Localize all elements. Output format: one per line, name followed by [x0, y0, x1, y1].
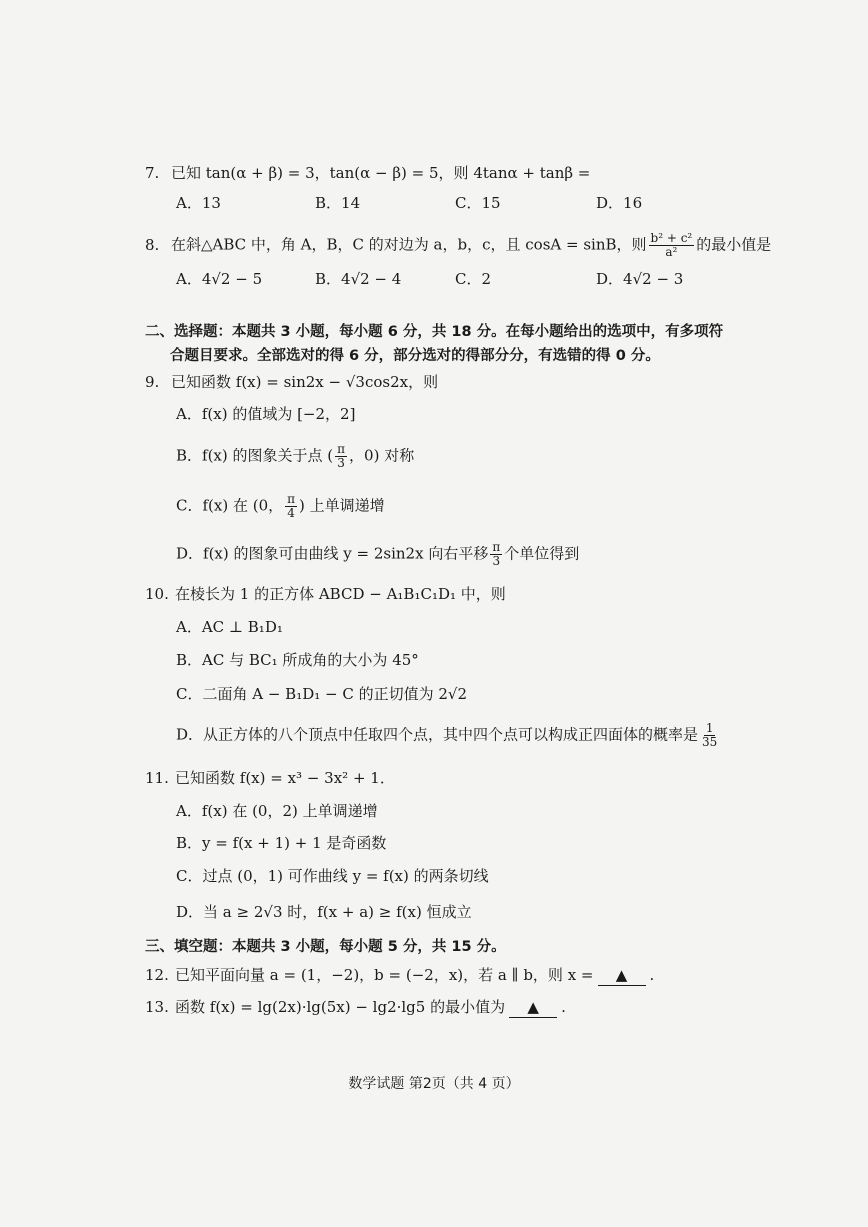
option-d: D．当 a ≥ 2√3 时，f(x + a) ≥ f(x) 恒成立 — [176, 903, 472, 921]
question-stem: 在棱长为 1 的正方体 ABCD − A₁B₁C₁D₁ 中，则 — [175, 585, 506, 603]
option-c: C．2 — [455, 270, 492, 288]
section-3-heading: 三、填空题：本题共 3 小题，每小题 5 分，共 15 分。 — [145, 939, 506, 955]
question-stem-tail: 的最小值是 — [696, 235, 772, 254]
option-a: A．f(x) 在 (0，2) 上单调递增 — [176, 802, 378, 820]
option-b: B．AC 与 BC₁ 所成角的大小为 45° — [176, 651, 419, 669]
option-b: B．y = f(x + 1) + 1 是奇函数 — [176, 834, 387, 852]
fraction-numerator: π — [337, 442, 346, 456]
option-c: C．15 — [455, 194, 501, 212]
question-stem: 在斜△ABC 中，角 A，B，C 的对边为 a，b，c，且 cosA = sinB，则 — [171, 235, 647, 254]
period: . — [561, 998, 566, 1016]
section-2-heading-cont: 合题目要求。全部选对的得 6 分，部分选对的得部分分，有选错的得 0 分。 — [170, 348, 660, 364]
option-text-tail: ，0) 对称 — [349, 446, 415, 465]
fraction-denominator: 35 — [702, 735, 718, 749]
fraction — [335, 443, 347, 470]
question-12 — [145, 965, 654, 986]
fraction-denominator: 4 — [287, 506, 295, 520]
question-number: 11. — [145, 769, 169, 787]
question-number: 13. — [145, 998, 169, 1016]
section-2-heading: 二、选择题：本题共 3 小题，每小题 6 分，共 18 分。在每小题给出的选项中，有多项符 — [145, 324, 724, 340]
question-number: 12. — [145, 966, 169, 984]
question-stem: 已知 tan(α + β) = 3，tan(α − β) = 5，则 4tanα + tanβ = — [171, 164, 591, 182]
fraction-numerator: b² + c² — [650, 231, 693, 245]
question-stem: 已知函数 f(x) = x³ − 3x² + 1． — [175, 769, 395, 787]
fraction-numerator: 1 — [705, 721, 714, 735]
question-number: 10. — [145, 585, 169, 603]
option-c: C．二面角 A − B₁D₁ − C 的正切值为 2√2 — [176, 685, 468, 703]
option-text-tail: 个单位得到 — [504, 544, 580, 563]
question-9 — [145, 372, 438, 392]
option-b: B．14 — [315, 194, 361, 212]
option-text: D．从正方体的八个顶点中任取四个点，其中四个点可以构成正四面体的概率是 — [176, 725, 699, 744]
question-11 — [145, 768, 395, 788]
option-c: C．过点 (0，1) 可作曲线 y = f(x) 的两条切线 — [176, 867, 489, 885]
fraction-denominator: a² — [665, 245, 678, 259]
question-number: 7. — [145, 164, 160, 182]
question-13 — [145, 997, 566, 1018]
option-a: A．f(x) 的值域为 [−2，2] — [176, 405, 356, 423]
fraction — [490, 541, 502, 568]
fraction — [285, 493, 297, 520]
fraction — [649, 232, 695, 259]
option-text-tail: ) 上单调递增 — [299, 496, 385, 515]
option-b — [176, 443, 414, 470]
question-7 — [145, 163, 590, 183]
option-d — [176, 541, 579, 568]
option-d: D．16 — [596, 194, 643, 212]
question-8 — [145, 232, 771, 259]
option-b: B．4√2 − 4 — [315, 270, 402, 288]
question-number: 8. — [145, 235, 160, 254]
fraction-denominator: 3 — [337, 456, 345, 470]
option-a: A．4√2 − 5 — [176, 270, 263, 288]
question-stem: 函数 f(x) = lg(2x)·lg(5x) − lg2·lg5 的最小值为 — [175, 998, 506, 1016]
option-text: B．f(x) 的图象关于点 ( — [176, 446, 334, 465]
option-c — [176, 493, 385, 520]
option-text: C．f(x) 在 (0， — [176, 496, 284, 515]
fraction — [700, 722, 719, 749]
option-d: D．4√2 − 3 — [596, 270, 684, 288]
fraction-numerator: π — [492, 540, 501, 554]
answer-blank[interactable]: ▲ — [509, 997, 557, 1018]
option-a: A．AC ⊥ B₁D₁ — [176, 618, 283, 636]
page-footer: 数学试题 第2页（共 4 页） — [348, 1076, 520, 1092]
option-a: A．13 — [176, 194, 221, 212]
question-stem: 已知平面向量 a = (1，−2)，b = (−2，x)，若 a ∥ b，则 x = — [175, 966, 594, 984]
fraction-numerator: π — [287, 492, 296, 506]
question-number: 9. — [145, 373, 160, 391]
option-d — [176, 722, 721, 749]
fraction-denominator: 3 — [492, 554, 501, 568]
answer-blank[interactable]: ▲ — [598, 965, 646, 986]
question-stem: 已知函数 f(x) = sin2x − √3cos2x，则 — [171, 373, 439, 391]
period: . — [649, 966, 655, 984]
question-10 — [145, 584, 506, 604]
option-text: D．f(x) 的图象可由曲线 y = 2sin2x 向右平移 — [176, 544, 489, 563]
